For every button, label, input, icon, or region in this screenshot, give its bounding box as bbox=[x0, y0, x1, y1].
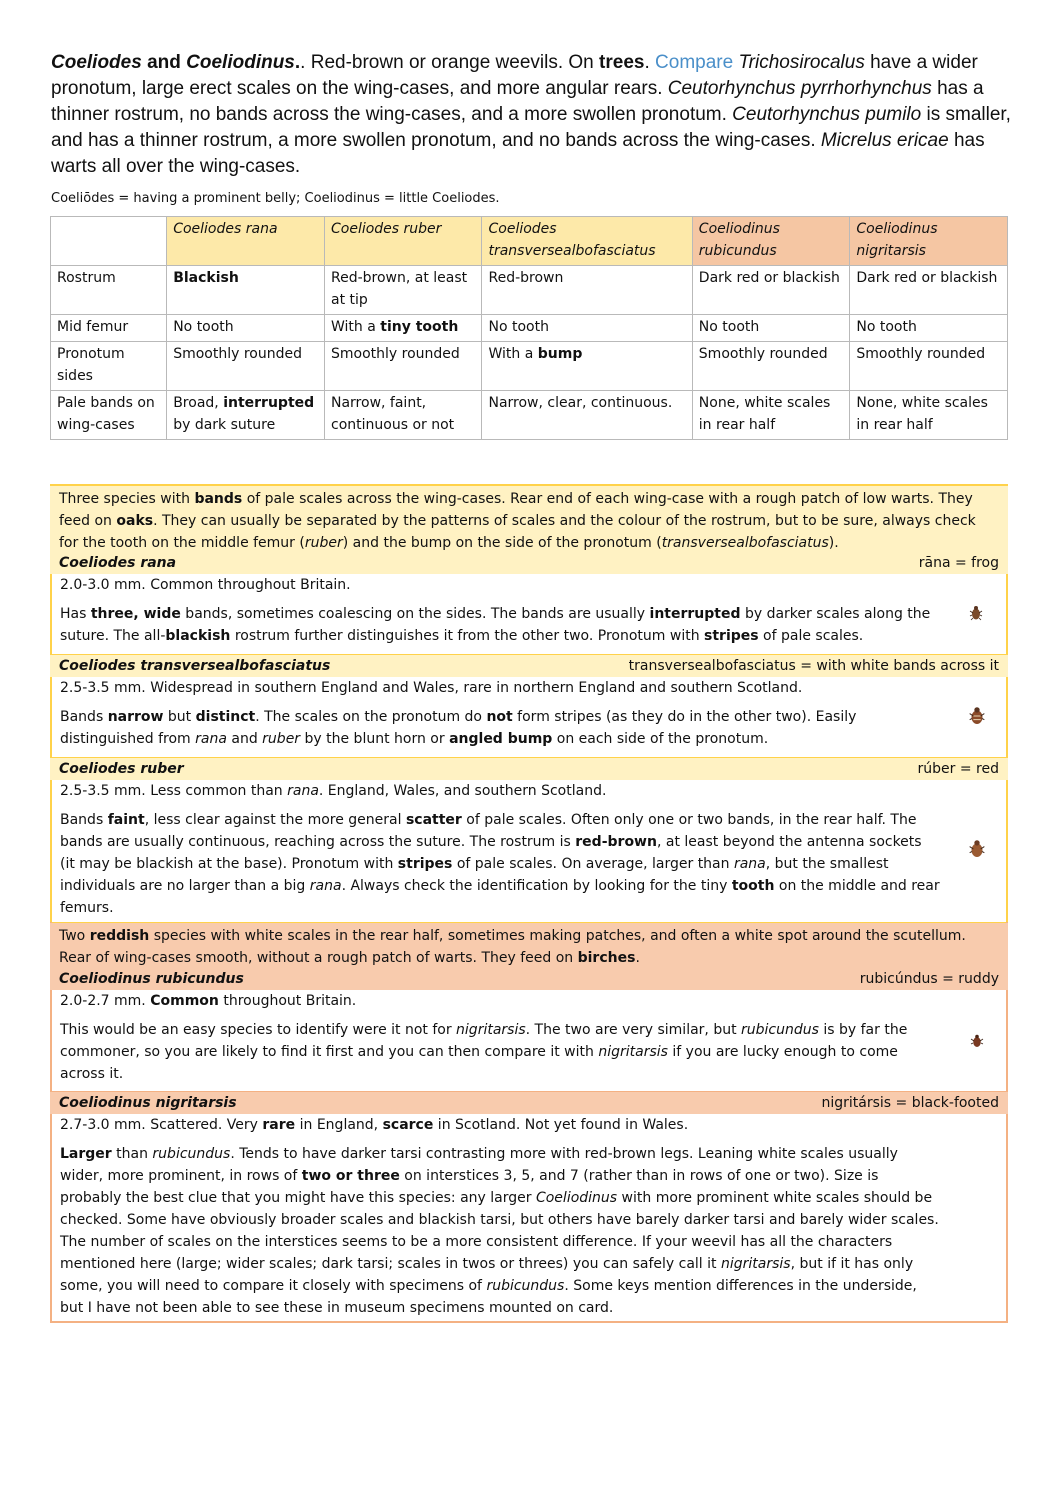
table-header: Coeliodes transversealbofasciatus bbox=[482, 217, 692, 266]
species-header-rubicundus bbox=[50, 968, 1008, 990]
table-cell: No tooth bbox=[692, 315, 850, 342]
weevil-photo-icon bbox=[966, 838, 988, 860]
table-header-row bbox=[51, 217, 1008, 266]
table-cell: With a bump bbox=[482, 342, 692, 391]
row-label: Pale bands on wing-cases bbox=[51, 391, 167, 440]
species-size: 2.0-3.0 mm. Common throughout Britain. bbox=[60, 577, 351, 593]
table-corner-cell bbox=[51, 217, 167, 266]
etymology-note: Coeliōdes = having a prominent belly; Coeliodinus = little Coeliodes. bbox=[51, 191, 500, 206]
table-cell: Dark red or blackish bbox=[692, 266, 850, 315]
species-description: Bands faint, less clear against the more general scatter of pale scales. Often only one or two bands, in the rear half. The bands are usually continuous, reaching across the suture. The rostrum is red-brown, at least beyond the antenna sockets (it may be blackish at the base). Pronotum with stripes of pale scales. On average, larger than rana, but the smallest individuals are no larger than a big rana. Always check the identification by looking for the tiny tooth on the middle and rear femurs. bbox=[60, 812, 940, 916]
table-cell: Smoothly rounded bbox=[850, 342, 1008, 391]
table-cell: With a tiny tooth bbox=[325, 315, 482, 342]
table-cell: Smoothly rounded bbox=[325, 342, 482, 391]
species-description: Has three, wide bands, sometimes coalescing on the sides. The bands are usually interrupted by darker scales along the suture. The all-blackish rostrum further distinguishes it from the other two. Pronotum with stripes of pale scales. bbox=[60, 606, 931, 644]
table-header: Coeliodes ruber bbox=[325, 217, 482, 266]
species-size: 2.7-3.0 mm. Scattered. Very rare in England, scarce in Scotland. Not yet found in Wales. bbox=[60, 1117, 689, 1133]
group-description-oak: Three species with bands of pale scales across the wing-cases. Rear end of each wing-case with a rough patch of low warts. They feed on oaks. They can usually be separated by the patterns of scales and the colour of the rostrum, but to be sure, always check for the tooth on the middle femur (ruber) and the bump on the side of the pronotum (transversealbofasciatus). bbox=[50, 486, 1008, 552]
table-cell: Dark red or blackish bbox=[850, 266, 1008, 315]
table-cell: No tooth bbox=[850, 315, 1008, 342]
species-name: Coeliodinus rubicundus bbox=[59, 971, 244, 987]
species-name: Coeliodes ruber bbox=[59, 761, 184, 777]
table-cell: No tooth bbox=[167, 315, 325, 342]
species-etymology: rúber = red bbox=[917, 761, 999, 777]
table-cell: None, white scales in rear half bbox=[692, 391, 850, 440]
table-row bbox=[51, 266, 1008, 315]
row-label: Rostrum bbox=[51, 266, 167, 315]
species-etymology: nigritársis = black-footed bbox=[821, 1095, 999, 1111]
species-etymology: transversealbofasciatus = with white bands across it bbox=[628, 658, 999, 674]
table-row bbox=[51, 391, 1008, 440]
species-header-rana bbox=[50, 552, 1008, 574]
species-etymology: rāna = frog bbox=[918, 555, 999, 571]
species-description: Larger than rubicundus. Tends to have darker tarsi contrasting more with red-brown legs. Leaning white scales usually wider, more prominent, in rows of two or three on interstices 3, 5, and 7 (rather than in rows of one or two). Size is probably the best clue that you might have this species: any larger Coeliodinus with more prominent white scales should be checked. Some have obviously broader scales and blackish tarsi, but others have barely darker tarsi and barely wider scales. The number of scales on the interstices seems to be a more consistent difference. If your weevil has all the characters mentioned here (large; wider scales; dark tarsi; scales in twos or threes) you can safely call it nigritarsis, but if it has only some, you will need to compare it closely with specimens of rubicundus. Some keys mention differences in the underside, but I have not been able to see these in museum specimens mounted on card. bbox=[60, 1146, 939, 1316]
table-cell: Broad, interrupted by dark suture bbox=[167, 391, 325, 440]
table-cell: Blackish bbox=[167, 266, 325, 315]
weevil-photo-icon bbox=[966, 705, 988, 727]
genus-coeliodes: Coeliodes bbox=[51, 52, 142, 73]
table-header: Coeliodinus nigritarsis bbox=[850, 217, 1008, 266]
table-cell: Smoothly rounded bbox=[692, 342, 850, 391]
compare-link[interactable]: Compare bbox=[655, 52, 734, 73]
weevil-photo-icon bbox=[967, 604, 985, 622]
species-name: Coeliodes transversealbofasciatus bbox=[59, 658, 331, 674]
table-cell: Smoothly rounded bbox=[167, 342, 325, 391]
table-cell: No tooth bbox=[482, 315, 692, 342]
intro-paragraph: Coeliodes and Coeliodinus.. Red-brown or orange weevils. On trees. Compare Trichosirocalus have a wider pronotum, large erect scales on the wing-cases, and more angular rears. Ceutorhynchus pyrrhorhynchus has a thinner rostrum, no bands across the wing-cases, and a more swollen pronotum. Ceutorhynchus pumilo is smaller, and has a thinner rostrum, a more swollen pronotum, and no bands across the wing-cases. Micrelus ericae has warts all over the wing-cases. bbox=[51, 52, 1011, 177]
species-etymology: rubicúndus = ruddy bbox=[859, 971, 999, 987]
table-cell: None, white scales in rear half bbox=[850, 391, 1008, 440]
table-cell: Red-brown, at least at tip bbox=[325, 266, 482, 315]
species-name: Coeliodinus nigritarsis bbox=[59, 1095, 237, 1111]
table-row bbox=[51, 342, 1008, 391]
table-header: Coeliodinus rubicundus bbox=[692, 217, 850, 266]
comparison-table bbox=[50, 216, 1008, 440]
group-description-birch: Two reddish species with white scales in the rear half, sometimes making patches, and often a white spot around the scutellum. Rear of wing-cases smooth, without a rough patch of warts. They feed on birches. bbox=[50, 923, 1008, 968]
table-row bbox=[51, 315, 1008, 342]
species-description: This would be an easy species to identify were it not for nigritarsis. The two are very similar, but rubicundus is by far the commoner, so you are likely to find it first and you can then compare it with nigritarsis if you are lucky enough to come across it. bbox=[60, 1022, 908, 1082]
weevil-photo-icon bbox=[968, 1032, 986, 1050]
table-header: Coeliodes rana bbox=[167, 217, 325, 266]
table-cell: Narrow, clear, continuous. bbox=[482, 391, 692, 440]
row-label: Pronotum sides bbox=[51, 342, 167, 391]
species-description: Bands narrow but distinct. The scales on the pronotum do not form stripes (as they do in the other two). Easily distinguished from rana and ruber by the blunt horn or angled bump on each side of the pronotum. bbox=[60, 709, 857, 747]
species-header-nigritarsis bbox=[50, 1092, 1008, 1114]
species-name: Coeliodes rana bbox=[59, 555, 177, 571]
table-cell: Narrow, faint, continuous or not bbox=[325, 391, 482, 440]
species-header-ruber bbox=[50, 758, 1008, 780]
species-size: 2.0-2.7 mm. Common throughout Britain. bbox=[60, 993, 357, 1009]
table-cell: Red-brown bbox=[482, 266, 692, 315]
species-size: 2.5-3.5 mm. Less common than rana. England, Wales, and southern Scotland. bbox=[60, 783, 607, 799]
row-label: Mid femur bbox=[51, 315, 167, 342]
species-header-transversealbofasciatus bbox=[50, 655, 1008, 677]
species-size: 2.5-3.5 mm. Widespread in southern England and Wales, rare in northern England and southern Scotland. bbox=[60, 680, 803, 696]
